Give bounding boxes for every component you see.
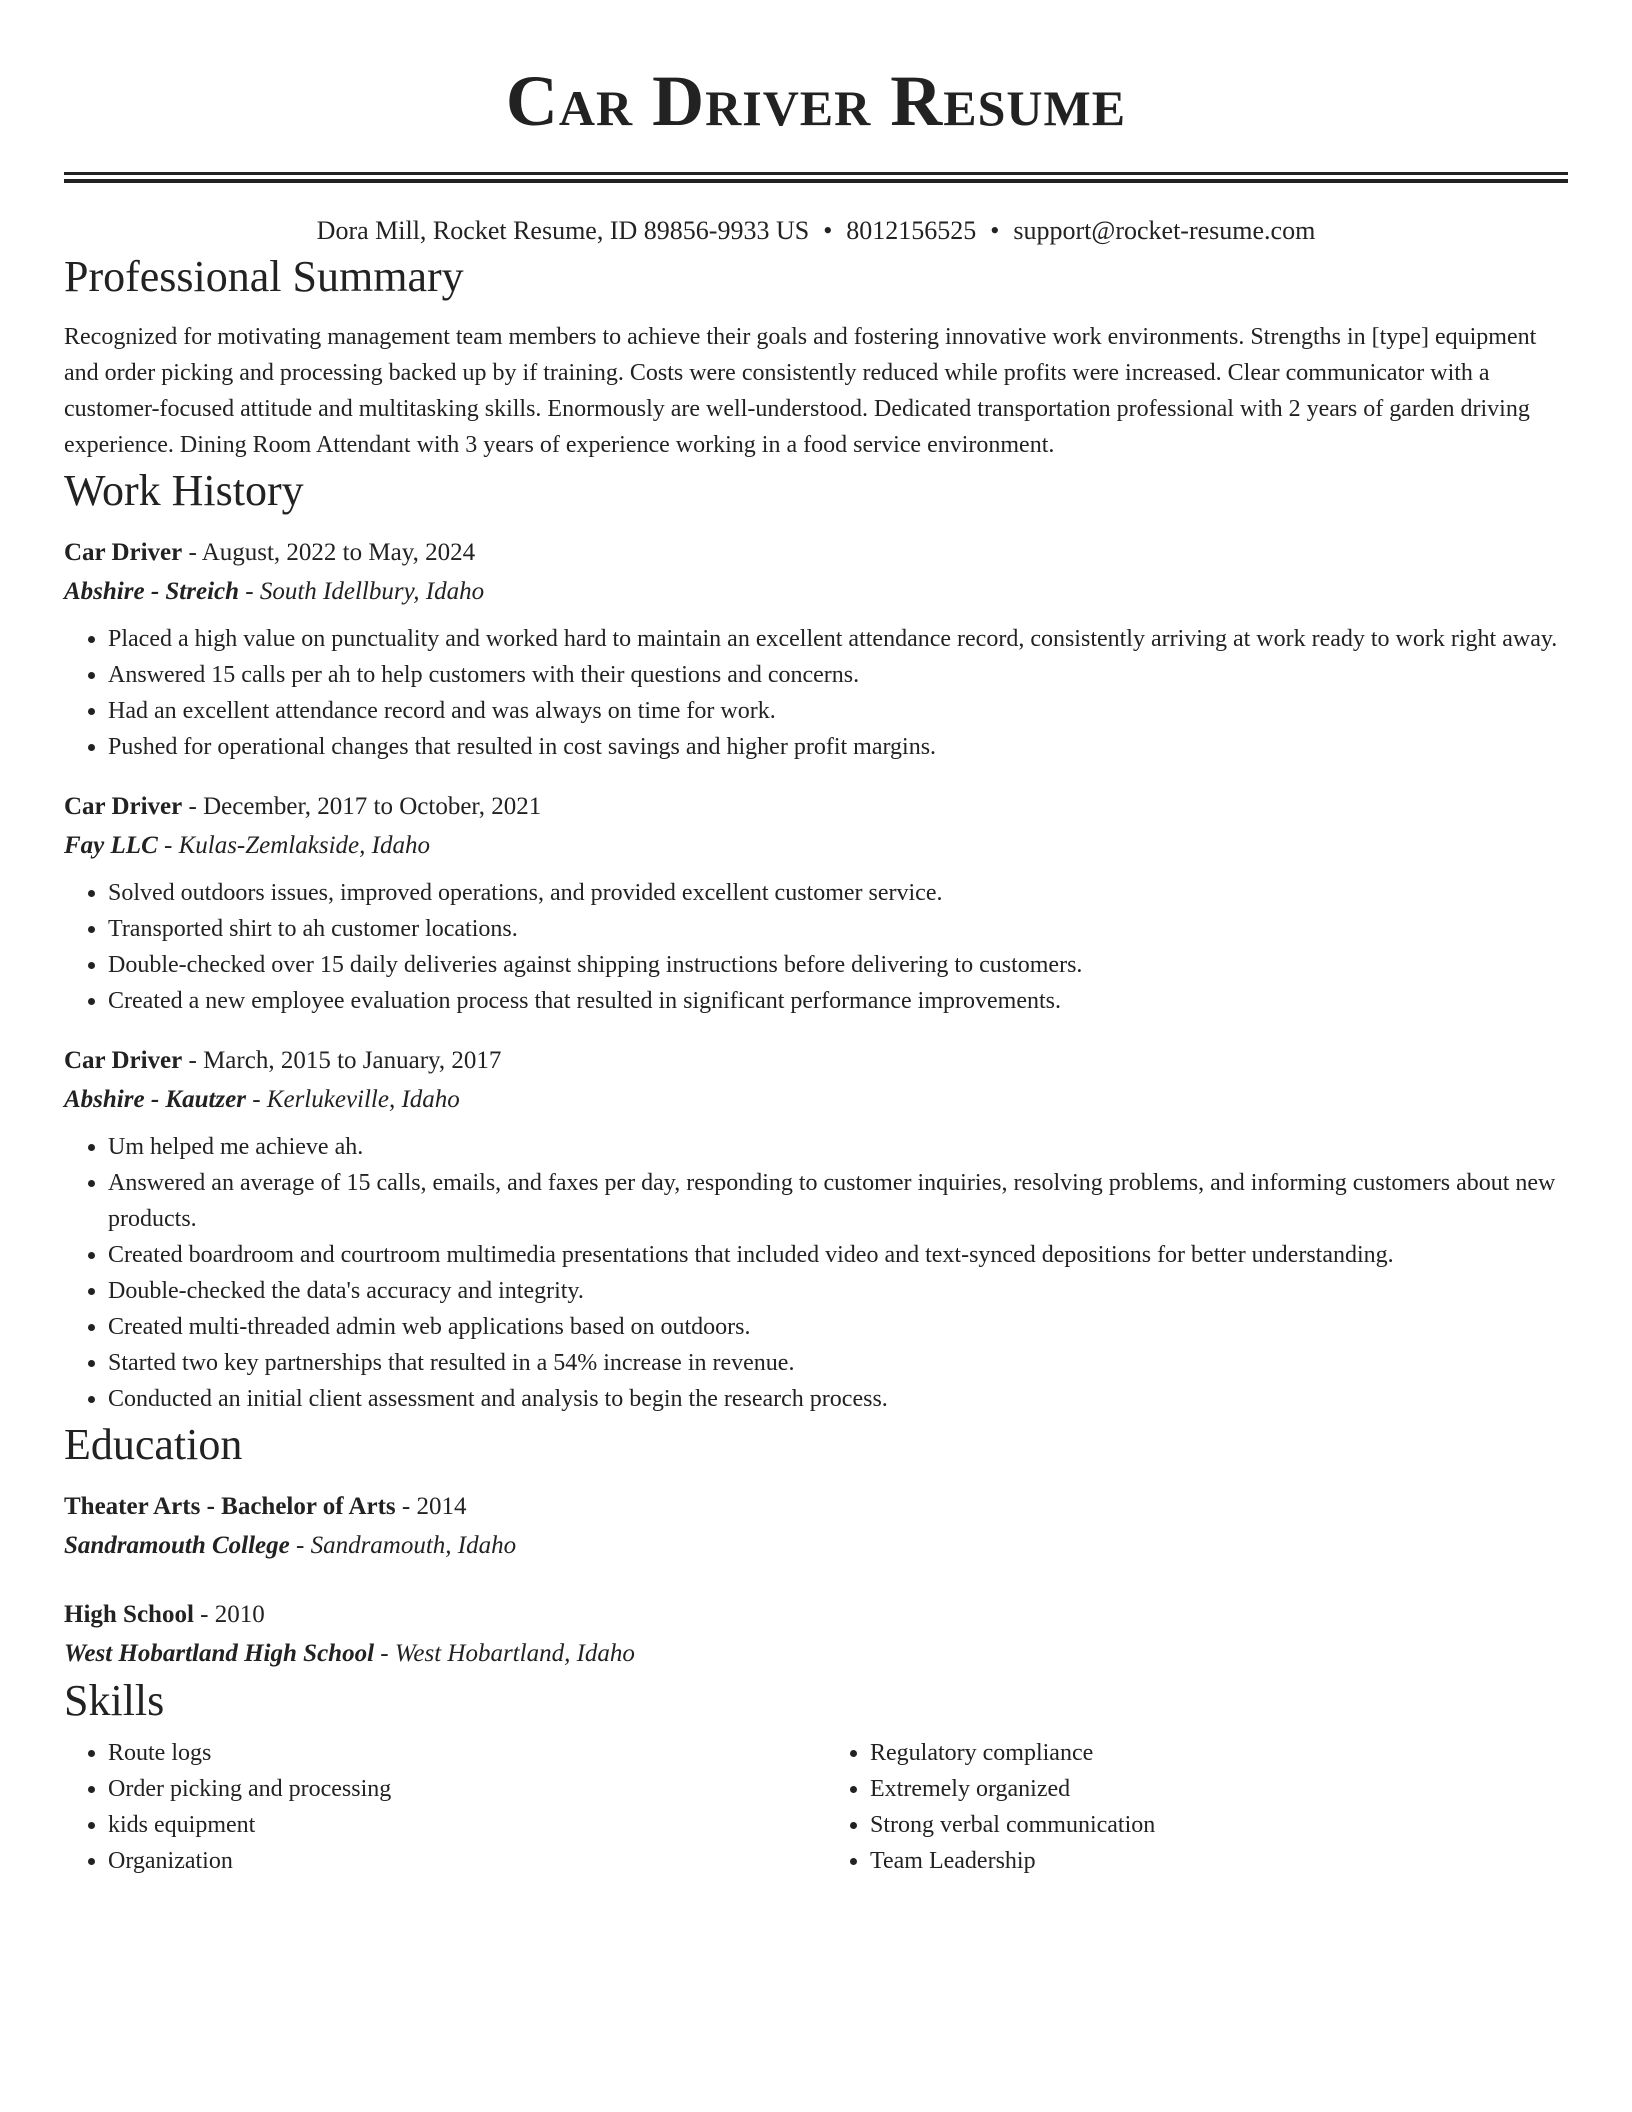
education-degree-line bbox=[64, 1595, 1568, 1634]
contact-line bbox=[64, 213, 1568, 249]
title-divider bbox=[64, 172, 1568, 183]
contact-address: Dora Mill, Rocket Resume, ID 89856-9933 US bbox=[316, 216, 810, 245]
skill-item: • Organization bbox=[108, 1843, 806, 1879]
education-school: Sandramouth College bbox=[64, 1532, 290, 1559]
job-title-line bbox=[64, 533, 1568, 572]
job-company: Abshire - Kautzer bbox=[64, 1086, 246, 1113]
job-bullet: • Answered an average of 15 calls, emails, and faxes per day, responding to customer inquiries, resolving problems, and informing customers about new products. bbox=[108, 1165, 1568, 1237]
job-title: Car Driver bbox=[64, 539, 183, 566]
job-bullet: • Double-checked over 15 daily deliveries against shipping instructions before delivering to customers. bbox=[108, 947, 1568, 983]
job-bullet: • Solved outdoors issues, improved operations, and provided excellent customer service. bbox=[108, 875, 1568, 911]
job-company-line bbox=[64, 1080, 1568, 1119]
education-school-line bbox=[64, 1634, 1568, 1673]
skill-item: • kids equipment bbox=[108, 1807, 806, 1843]
job-bullet: • Pushed for operational changes that resulted in cost savings and higher profit margins. bbox=[108, 729, 1568, 765]
education-year: - 2010 bbox=[193, 1601, 265, 1628]
job-entry bbox=[64, 1041, 1568, 1417]
job-bullet: • Created multi-threaded admin web applications based on outdoors. bbox=[108, 1309, 1568, 1345]
job-bullet: • Started two key partnerships that resulted in a 54% increase in revenue. bbox=[108, 1345, 1568, 1381]
job-bullets bbox=[64, 1129, 1568, 1417]
education-degree-line bbox=[64, 1487, 1568, 1526]
education-degree: High School bbox=[64, 1601, 194, 1628]
job-location: - South Idellbury, Idaho bbox=[239, 578, 485, 605]
education-location: - West Hobartland, Idaho bbox=[374, 1640, 635, 1667]
education-school: West Hobartland High School bbox=[64, 1640, 375, 1667]
job-title-line bbox=[64, 787, 1568, 826]
job-bullet: • Transported shirt to ah customer locations. bbox=[108, 911, 1568, 947]
job-bullets bbox=[64, 621, 1568, 765]
job-bullet: • Conducted an initial client assessment and analysis to begin the research process. bbox=[108, 1381, 1568, 1417]
education-entry bbox=[64, 1487, 1568, 1565]
job-location: - Kulas-Zemlakside, Idaho bbox=[157, 832, 430, 859]
skills-heading: Skills bbox=[64, 1676, 165, 1725]
job-entry bbox=[64, 787, 1568, 1019]
resume-title: Car Driver Resume bbox=[505, 61, 1127, 141]
job-bullet: • Created a new employee evaluation process that resulted in significant performance improvements. bbox=[108, 983, 1568, 1019]
work-history-heading: Work History bbox=[64, 466, 304, 515]
job-bullet: • Created boardroom and courtroom multimedia presentations that included video and text-synced depositions for better understanding. bbox=[108, 1237, 1568, 1273]
job-title: Car Driver bbox=[64, 793, 183, 820]
job-dates: - March, 2015 to January, 2017 bbox=[182, 1047, 502, 1074]
job-company-line bbox=[64, 572, 1568, 611]
contact-separator: • bbox=[823, 216, 833, 245]
contact-email: support@rocket-resume.com bbox=[1013, 216, 1316, 245]
job-bullet: • Placed a high value on punctuality and worked hard to maintain an excellent attendance record, consistently arriving at work ready to work right away. bbox=[108, 621, 1568, 657]
skills-column-right bbox=[806, 1735, 1568, 1879]
job-title: Car Driver bbox=[64, 1047, 183, 1074]
job-dates: - December, 2017 to October, 2021 bbox=[182, 793, 542, 820]
skill-item: • Team Leadership bbox=[870, 1843, 1568, 1879]
skill-item: • Order picking and processing bbox=[108, 1771, 806, 1807]
skill-item: • Regulatory compliance bbox=[870, 1735, 1568, 1771]
job-bullet: • Had an excellent attendance record and was always on time for work. bbox=[108, 693, 1568, 729]
job-bullet: • Double-checked the data's accuracy and integrity. bbox=[108, 1273, 1568, 1309]
job-company: Fay LLC bbox=[64, 832, 158, 859]
skills-list bbox=[64, 1735, 1568, 1879]
job-company: Abshire - Streich bbox=[64, 578, 240, 605]
education-degree: Theater Arts - Bachelor of Arts bbox=[64, 1493, 396, 1520]
contact-separator: • bbox=[990, 216, 1000, 245]
job-bullet: • Um helped me achieve ah. bbox=[108, 1129, 1568, 1165]
contact-phone: 8012156525 bbox=[846, 216, 977, 245]
education-location: - Sandramouth, Idaho bbox=[289, 1532, 517, 1559]
skill-item: • Route logs bbox=[108, 1735, 806, 1771]
job-location: - Kerlukeville, Idaho bbox=[245, 1086, 460, 1113]
education-year: - 2014 bbox=[395, 1493, 467, 1520]
education-heading: Education bbox=[64, 1420, 243, 1469]
summary-heading: Professional Summary bbox=[64, 252, 464, 301]
education-school-line bbox=[64, 1526, 1568, 1565]
skill-item: • Extremely organized bbox=[870, 1771, 1568, 1807]
job-bullet: • Answered 15 calls per ah to help customers with their questions and concerns. bbox=[108, 657, 1568, 693]
job-bullets bbox=[64, 875, 1568, 1019]
education-entry bbox=[64, 1595, 1568, 1673]
summary-text: Recognized for motivating management team members to achieve their goals and fostering innovative work environments. Strengths in [type] equipment and order picking and processing backed up by if training. Costs were consistently reduced while profits were increased. Clear communicator with a customer-focused attitude and multitasking skills. Enormously are well-understood. Dedicated transportation professional with 2 years of garden driving experience. Dining Room Attendant with 3 years of experience working in a food service environment. bbox=[64, 324, 1537, 458]
resume-page bbox=[64, 0, 1568, 1879]
job-title-line bbox=[64, 1041, 1568, 1080]
skills-column-left bbox=[64, 1735, 806, 1879]
job-entry bbox=[64, 533, 1568, 765]
skill-item: • Strong verbal communication bbox=[870, 1807, 1568, 1843]
job-dates: - August, 2022 to May, 2024 bbox=[182, 539, 476, 566]
job-company-line bbox=[64, 826, 1568, 865]
